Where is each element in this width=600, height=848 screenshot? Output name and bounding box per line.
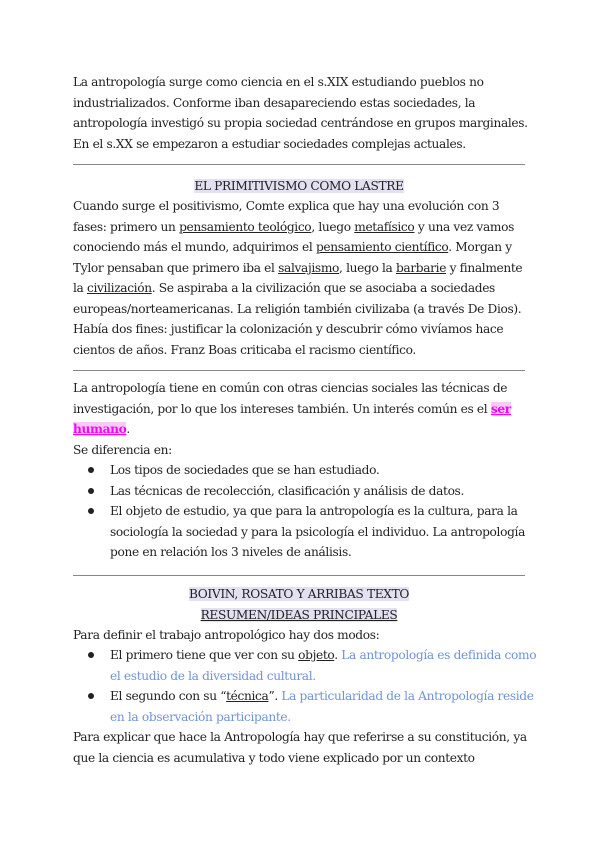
text-line: que la ciencia es acumulativa y todo viene explicado por un contexto bbox=[73, 750, 475, 765]
text-run: El primero tiene que ver con su bbox=[110, 648, 299, 662]
text-line: La antropología tiene en común con otras ciencias sociales las técnicas de bbox=[73, 381, 508, 395]
text-run: . bbox=[334, 648, 342, 662]
modos-list bbox=[88, 645, 538, 727]
text-line bbox=[73, 278, 533, 299]
text-line: Para explicar que hace la Antropología hay que referirse a su constitución, ya bbox=[73, 730, 527, 744]
underlined-term: pensamiento teológico bbox=[179, 219, 312, 234]
underlined-term: pensamiento científico bbox=[315, 240, 449, 254]
text-run: . Morgan y bbox=[448, 240, 512, 254]
positivismo-paragraph bbox=[73, 196, 533, 360]
modos-intro bbox=[73, 625, 533, 646]
text-run: , luego bbox=[311, 219, 355, 234]
list-item bbox=[88, 481, 538, 502]
text-run: investigación, por lo que los intereses también. Un interés común es el bbox=[73, 401, 491, 416]
list-item-text bbox=[110, 645, 538, 666]
text-run: y una vez vamos bbox=[414, 219, 514, 234]
text-line: Para definir el trabajo antropológico hay dos modos: bbox=[73, 628, 380, 642]
text-line: cientos de años. Franz Boas criticaba el racismo científico. bbox=[73, 342, 416, 357]
list-item-text: El objeto de estudio, ya que para la antropología es la cultura, para la bbox=[110, 504, 518, 518]
text-line bbox=[73, 258, 533, 279]
list-item-text: sociología la sociedad y para la psicología el individuo. La antropología bbox=[110, 524, 525, 539]
list-item bbox=[88, 501, 538, 563]
bullet-icon bbox=[88, 467, 94, 473]
text-line: europeas/norteamericanas. La religión también civilizaba (a través De Dios). bbox=[73, 301, 522, 316]
text-run: ”. bbox=[268, 689, 282, 703]
text-run: la bbox=[73, 281, 87, 295]
text-line: Había dos fines: justificar la colonización y descubrir cómo vivíamos hace bbox=[73, 322, 504, 336]
text-run: , luego la bbox=[339, 260, 396, 275]
text-run: y finalmente bbox=[446, 260, 523, 275]
text-run: Tylor pensaban que primero iba el bbox=[73, 260, 279, 275]
blue-quote: en la observación participante. bbox=[110, 709, 291, 724]
text-line bbox=[73, 419, 533, 440]
blue-quote: La antropología es definida como bbox=[341, 648, 537, 662]
text-line bbox=[73, 217, 533, 238]
text-run: El segundo con su “ bbox=[110, 689, 227, 703]
list-item bbox=[88, 686, 538, 727]
heading-resumen: RESUMEN/IDEAS PRINCIPALES bbox=[200, 607, 398, 622]
bullet-icon bbox=[88, 652, 94, 658]
intro-line: La antropología surge como ciencia en el s.XIX estudiando pueblos no bbox=[73, 75, 484, 89]
ser-humano-link[interactable]: humano bbox=[73, 422, 127, 436]
divider bbox=[73, 575, 525, 576]
text-run: . bbox=[126, 422, 130, 436]
heading-line bbox=[73, 584, 525, 605]
text-run: fases: primero un bbox=[73, 219, 180, 234]
constitucion-paragraph bbox=[73, 727, 533, 768]
underlined-term: civilización bbox=[87, 281, 152, 295]
intro-line: En el s.XX se empezaron a estudiar sociedades complejas actuales. bbox=[73, 136, 466, 151]
diferencias-list bbox=[88, 460, 538, 563]
divider bbox=[73, 164, 525, 165]
intro-paragraph bbox=[73, 72, 533, 154]
list-item-text: Los tipos de sociedades que se han estudiado. bbox=[110, 463, 380, 477]
divider bbox=[73, 370, 525, 371]
list-item-text: pone en relación los 3 niveles de análisis. bbox=[110, 545, 352, 559]
list-item-text: Las técnicas de recolección, clasificación y análisis de datos. bbox=[110, 483, 464, 498]
underlined-term: barbarie bbox=[395, 260, 447, 275]
bullet-icon bbox=[88, 693, 94, 699]
list-item-text bbox=[110, 686, 538, 707]
text-run: . Se aspiraba a la civilización que se asociaba a sociedades bbox=[151, 281, 495, 295]
text-line: Se diferencia en: bbox=[73, 442, 172, 457]
underlined-term: metafísico bbox=[354, 219, 415, 234]
ser-humano-link[interactable]: ser bbox=[490, 401, 511, 416]
underlined-term: salvajismo bbox=[278, 260, 340, 275]
text-line bbox=[73, 237, 533, 258]
ciencias-sociales-paragraph bbox=[73, 378, 533, 460]
section-heading bbox=[73, 176, 525, 197]
heading-primitivismo: EL PRIMITIVISMO COMO LASTRE bbox=[194, 179, 404, 193]
blue-quote: el estudio de la diversidad cultural. bbox=[110, 668, 316, 683]
blue-quote: La particularidad de la Antropología reside bbox=[281, 689, 534, 703]
bullet-icon bbox=[88, 488, 94, 494]
text-run: conociendo más el mundo, adquirimos el bbox=[73, 240, 316, 254]
intro-line: antropología investigó su propia sociedad centrándose en grupos marginales. bbox=[73, 116, 528, 130]
bullet-icon bbox=[88, 508, 94, 514]
section-heading bbox=[73, 584, 525, 625]
text-line: Cuando surge el positivismo, Comte explica que hay una evolución con 3 bbox=[73, 199, 500, 213]
text-line bbox=[73, 399, 533, 420]
underlined-term: técnica bbox=[226, 689, 269, 703]
intro-line: industrializados. Conforme iban desapareciendo estas sociedades, la bbox=[73, 95, 476, 110]
heading-boivin: BOIVIN, ROSATO Y ARRIBAS TEXTO bbox=[188, 587, 410, 601]
list-item bbox=[88, 645, 538, 686]
heading-line bbox=[73, 605, 525, 626]
list-item bbox=[88, 460, 538, 481]
underlined-term: objeto bbox=[298, 648, 335, 662]
